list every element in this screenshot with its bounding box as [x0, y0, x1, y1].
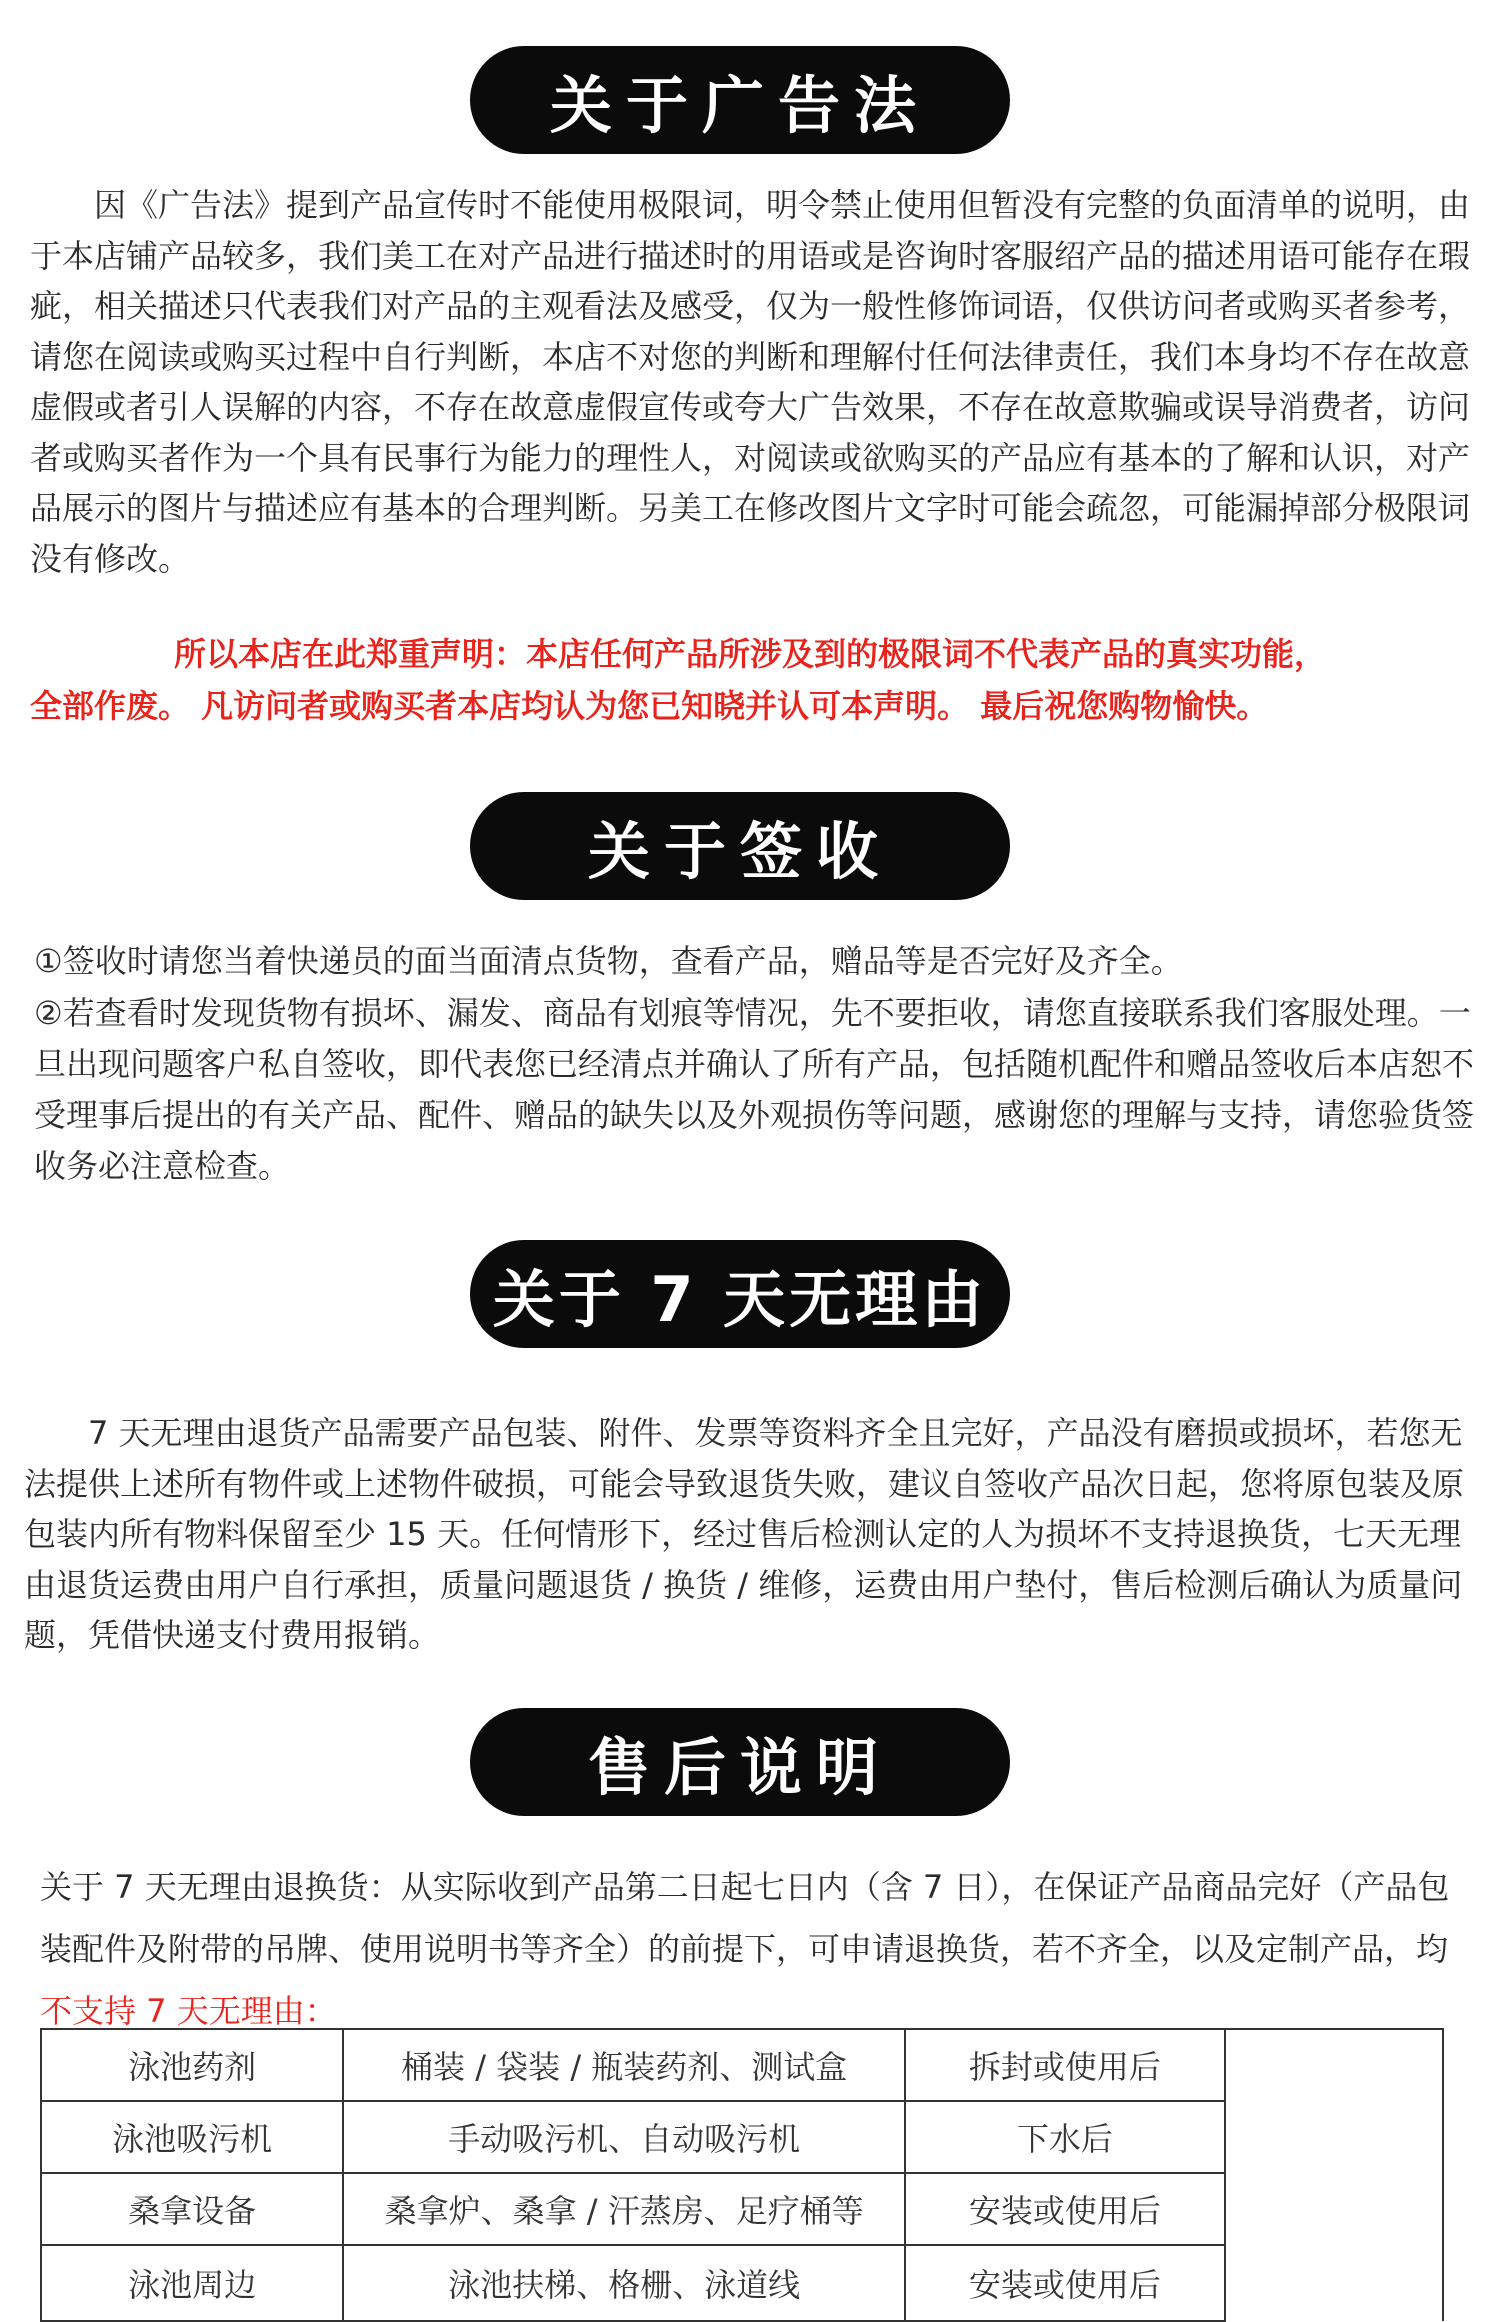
table-cell-category: 泳池吸污机	[41, 2101, 343, 2173]
table-cell-empty	[1225, 2101, 1443, 2173]
seven-day-paragraph: 7 天无理由退货产品需要产品包装、附件、发票等资料齐全且完好，产品没有磨损或损坏，若您无法提供上述所有物件或上述物件破损，可能会导致退货失败，建议自签收产品次日起，您将原包装及原包装内所有物料保留至少 15 天。任何情形下，经过售后检测认定的人为损坏不支持退换货，七天无理由退货运费由用户自行承担，质量问题退货 / 换货 / 维修，运费由用户垫付，售后检测后确认为质量问题，凭借快递支付费用报销。	[24, 1414, 1465, 1654]
table-cell-empty	[1225, 2245, 1443, 2321]
table-row	[41, 2101, 1443, 2173]
table-cell-condition: 下水后	[905, 2101, 1225, 2173]
ad-law-paragraph: 因《广告法》提到产品宣传时不能使用极限词，明令禁止使用但暂没有完整的负面清单的说明，由于本店铺产品较多，我们美工在对产品进行描述时的用语或是咨询时客服绍产品的描述用语可能存在瑕疵，相关描述只代表我们对产品的主观看法及感受，仅为一般性修饰词语，仅供访问者或购买者参考，请您在阅读或购买过程中自行判断，本店不对您的判断和理解付任何法律责任，我们本身均不存在故意虚假或者引人误解的内容，不存在故意虚假宣传或夸大广告效果，不存在故意欺骗或误导消费者，访问者或购买者作为一个具有民事行为能力的理性人，对阅读或欲购买的产品应有基本的了解和认识，对产品展示的图片与描述应有基本的合理判断。另美工在修改图片文字时可能会疏忽，可能漏掉部分极限词没有修改。	[30, 186, 1471, 578]
table-cell-empty	[1225, 2029, 1443, 2101]
after-sales-intro	[40, 1856, 1460, 2042]
table-cell-products: 桑拿炉、桑拿 / 汗蒸房、足疗桶等	[343, 2173, 905, 2245]
table-cell-condition: 安装或使用后	[905, 2245, 1225, 2321]
ad-law-notice-line1: 所以本店在此郑重声明：本店任何产品所涉及到的极限词不代表产品的真实功能，	[173, 635, 1326, 673]
table-cell-condition: 拆封或使用后	[905, 2029, 1225, 2101]
table-cell-condition: 安装或使用后	[905, 2173, 1225, 2245]
table-row	[41, 2245, 1443, 2321]
table-cell-category: 桑拿设备	[41, 2173, 343, 2245]
section-title-text: 关于签收	[587, 814, 892, 888]
table-cell-products: 手动吸污机、自动吸污机	[343, 2101, 905, 2173]
receipt-item-1: ①签收时请您当着快递员的面当面清点货物，查看产品，赠品等是否完好及齐全。	[34, 942, 1183, 980]
section-title-after-sales	[470, 1708, 1010, 1816]
table-cell-category: 泳池周边	[41, 2245, 343, 2321]
ad-law-notice-line2: 全部作废。 凡访问者或购买者本店均认为您已知晓并认可本声明。 最后祝您购物愉快。	[30, 687, 1269, 725]
section-title-text: 关于 7 天无理由	[492, 1262, 988, 1336]
table-cell-empty	[1225, 2173, 1443, 2245]
receipt-item-2: ②若查看时发现货物有损坏、漏发、商品有划痕等情况，先不要拒收，请您直接联系我们客服处理。一旦出现问题客户私自签收，即代表您已经清点并确认了所有产品，包括随机配件和赠品签收后本店恕不受理事后提出的有关产品、配件、赠品的缺失以及外观损伤等问题，感谢您的理解与支持，请您验货签收务必注意检查。	[34, 994, 1475, 1185]
section-title-seven-day	[470, 1240, 1010, 1348]
section-title-receipt	[470, 792, 1010, 900]
after-sales-intro-text: 关于 7 天无理由退换货：从实际收到产品第二日起七日内（含 7 日），在保证产品商品完好（产品包装配件及附带的吊牌、使用说明书等齐全）的前提下，可申请退换货，若不齐全，以及定制产品，均	[40, 1868, 1450, 1968]
table-cell-products: 桶装 / 袋装 / 瓶装药剂、测试盒	[343, 2029, 905, 2101]
table-cell-category: 泳池药剂	[41, 2029, 343, 2101]
table-row	[41, 2173, 1443, 2245]
after-sales-table	[40, 2028, 1444, 2322]
section-title-ad-law	[470, 46, 1010, 154]
section-title-text: 售后说明	[587, 1730, 892, 1804]
table-cell-products: 泳池扶梯、格栅、泳道线	[343, 2245, 905, 2321]
table-row	[41, 2029, 1443, 2101]
after-sales-intro-red: 不支持 7 天无理由：	[40, 1992, 337, 2030]
section-title-text: 关于广告法	[549, 68, 930, 142]
